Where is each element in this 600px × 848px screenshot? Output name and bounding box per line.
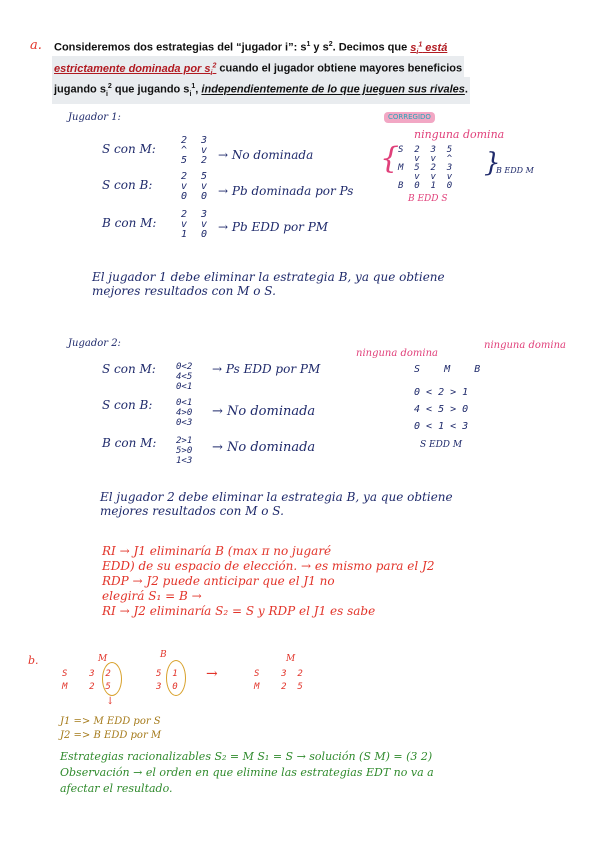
corregido-row-s: S 2 3 5 <box>398 145 453 155</box>
section-b-green-3: afectar el resultado. <box>60 782 173 795</box>
jugador2-conclusion: El jugador 2 debe eliminar la estrategia B, ya que obtiene mejores resultados con M o S. <box>100 490 453 518</box>
reduced-header: M <box>286 654 296 664</box>
j1-row1-col1: 2 ^ 5 <box>181 135 188 166</box>
corregido-bedds: B EDD S <box>408 194 448 204</box>
matrix2-circle <box>166 660 186 696</box>
j2-row1-label: S con M: <box>102 362 156 376</box>
j2-row3-label: B con M: <box>102 436 157 450</box>
corregido-badge: CORREGIDO <box>384 112 435 123</box>
jugador1-conclusion: El jugador 1 debe eliminar la estrategia B, ya que obtiene mejores resultados con M o S. <box>92 270 445 298</box>
section-b-green-1: Estrategias racionalizables S₂ = M S₁ = S → solución (S M) = (3 2) <box>60 750 433 763</box>
corregido-right-brace: } <box>484 148 501 178</box>
j2-row3-result: → No dominada <box>212 440 316 455</box>
red-notes: RI → J1 eliminaría B (max π no jugaré EDD) de su espacio de elección. → es mismo para el J2 RDP → J2 puede anticipar que el J1 no elegirá S₁ = B → RI → J2 eliminaría S₂ = S y RDP el J1 es sabe <box>102 544 435 618</box>
j2-side-headers: S M B <box>414 364 481 375</box>
j2-side-sedd: S EDD M <box>420 440 463 450</box>
j2-side-ninguna-1: ninguna domina <box>356 348 439 359</box>
j1-row2-label: S con B: <box>102 178 153 192</box>
j2-row1-ineq: 0<2 4<5 0<1 <box>176 362 193 392</box>
j1-row2-result: → Pb dominada por Ps <box>218 184 354 198</box>
j1-row1-label: S con M: <box>102 142 156 156</box>
matrix1: S 3 2 M 2 5 <box>62 669 111 692</box>
section-a-marker: a. <box>30 38 42 53</box>
j1-row3-col1: 2 v 1 <box>181 209 188 240</box>
corregido-ninguna: ninguna domina <box>414 128 505 141</box>
red-term: $s_i^1$ está <box>410 41 448 56</box>
corregido-row-b: B 0 1 0 <box>398 181 453 191</box>
j1-row2-col2: 5 v 0 <box>201 171 208 202</box>
j1-row2-col1: 2 v 0 <box>181 171 188 202</box>
reduced-matrix: S 3 2 M 2 5 <box>254 669 303 692</box>
j2-row2-result: → No dominada <box>212 404 316 419</box>
corregido-matrix <box>398 146 452 191</box>
j2-row2-ineq: 0<1 4>0 0<3 <box>176 398 193 428</box>
matrix1-header: M <box>98 654 108 664</box>
corregido-row-m: M 5 2 3 <box>398 163 453 173</box>
j1-row1-col2: 3 v 2 <box>201 135 208 166</box>
section-b-j1: J1 => M EDD por S <box>60 716 161 727</box>
j1-row3-result: → Pb EDD por PM <box>218 220 329 234</box>
matrix1-circle <box>102 662 122 696</box>
section-b-j2: J2 => B EDD por M <box>60 730 162 741</box>
j2-row1-result: → Ps EDD por PM <box>212 362 321 376</box>
corregido-brace: { <box>380 141 400 176</box>
definition-line-3: jugando $s_i^2$ que jugando $s_i^1$, independientemente de lo que jueguen sus rivales. <box>52 77 470 104</box>
matrix1-down-arrow: ↓ <box>106 696 115 707</box>
j2-side-ninguna-2: ninguna domina <box>484 340 567 351</box>
j2-row3-ineq: 2>1 5>0 1<3 <box>176 436 193 466</box>
j2-side-rows: 0 < 2 > 1 4 < 5 > 0 0 < 1 < 3 <box>414 387 469 432</box>
matrix2-header: B <box>160 650 167 660</box>
corregido-arrows-2: v v v <box>414 172 453 182</box>
jugador2-title: Jugador 2: <box>68 338 121 349</box>
j2-row2-label: S con B: <box>102 398 153 412</box>
j1-row3-label: B con M: <box>102 216 157 230</box>
definition-line-2: estrictamente dominada por $s_i^2$ cuando el jugador obtiene mayores beneficios <box>52 56 464 83</box>
section-b-marker: b. <box>28 654 39 667</box>
matrix2: 5 1 3 0 <box>156 669 178 692</box>
jugador1-title: Jugador 1: <box>68 112 121 123</box>
j1-row1-result: → No dominada <box>218 148 314 162</box>
definition-line-1: Consideremos dos estrategias del “jugador i”: $s^1$ y $s^2$. Decimos que $s_i^1$ está <box>54 41 448 56</box>
section-b-green-2: Observación → el orden en que elimine las estrategias EDT no va a <box>60 766 434 779</box>
corregido-arrows-1: v v ^ <box>414 154 453 164</box>
corregido-bedd: B EDD M <box>496 166 534 175</box>
reduce-arrow: → <box>206 666 218 682</box>
j1-row3-col2: 3 v 0 <box>201 209 208 240</box>
